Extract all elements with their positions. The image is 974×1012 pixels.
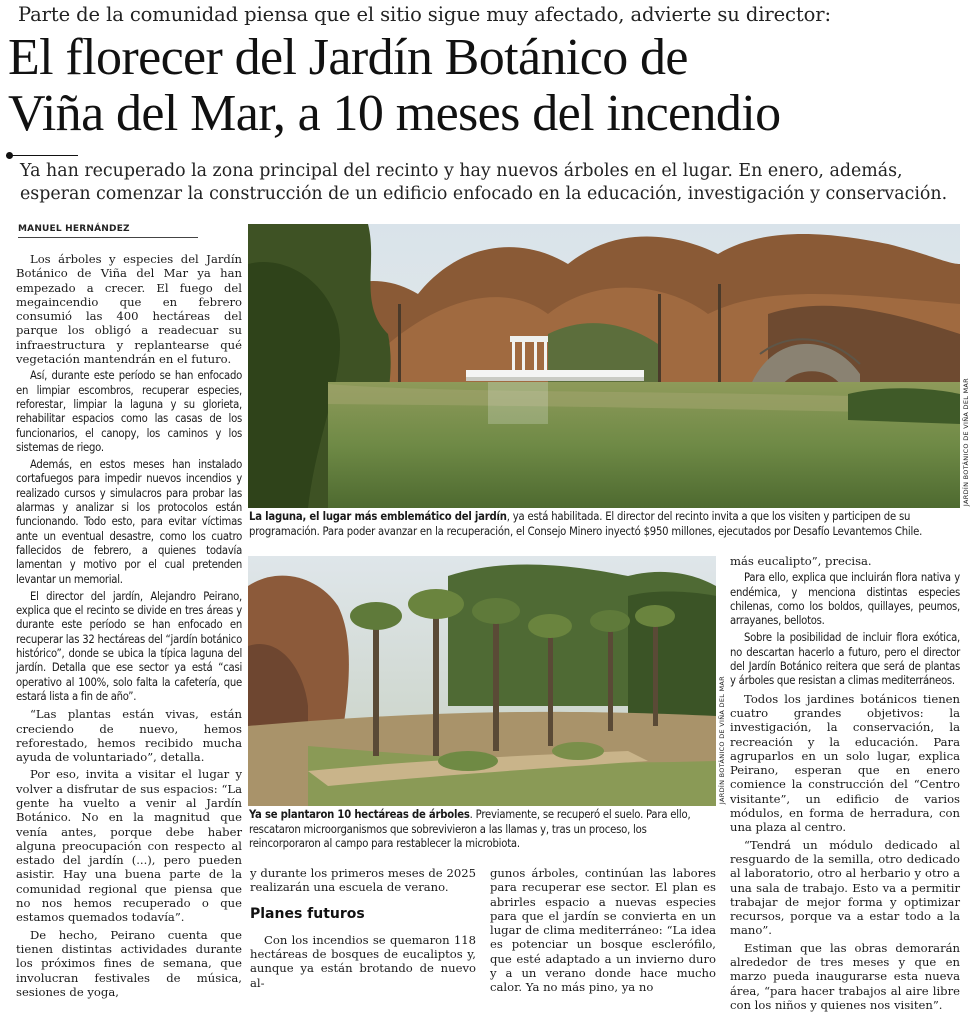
paragraph: De hecho, Peirano cuenta que tienen distintas actividades durante los próximos fines de semana, que involucran festivales de música, sesiones de yoga, — [16, 927, 242, 999]
caption-lead: La laguna, el lugar más emblemático del jardín — [249, 510, 507, 523]
paragraph: “Tendrá un módulo dedicado al resguardo de la semilla, otro dedicado al laboratorio, otro al herbario y otro a una sala de trabajo. Esto va a permitir trabajar de mejor forma y optimizar recursos, porque va a estar todo a la mano”. — [730, 837, 960, 938]
article-column-4 — [730, 554, 960, 1012]
paragraph: Por eso, invita a visitar el lugar y volver a disfrutar de sus espacios: “La gente ha vuelto a venir al Jardín Botánico. No en la magnitud que venía antes, porque debe haber alguna preocupación con respecto al estado del jardín (...), pero pueden asistir. Hay una buena parte de la comunidad regional que piensa que no nos hemos recuperado o que estamos quemados todavía”. — [16, 767, 242, 925]
article-column-1 — [16, 252, 242, 999]
palm-trees-photo — [248, 556, 716, 806]
deck — [20, 160, 960, 206]
palm-trees-caption — [249, 808, 717, 852]
paragraph: gunos árboles, continúan las labores para recuperar ese sector. El plan es abrirles espacio a nuevas especies para que el jardín se convierta en un lugar de clima mediterráneo: “La idea es potenciar un bosque esclerófilo, que esté adaptado a un invierno duro y a un verano donde hace mucho calor. Ya no más pino, ya no — [490, 866, 716, 995]
deck-rule — [6, 155, 78, 156]
paragraph: Con los incendios se quemaron 118 hectáreas de bosques de eucaliptos y, aunque ya están brotando de nuevo al- — [250, 932, 476, 990]
paragraph: Para ello, explica que incluirán flora nativa y endémica, y menciona distintas especies chilenas, como los boldos, quillayes, peumos, arrayanes, bellotos. — [730, 571, 960, 628]
paragraph: Los árboles y especies del Jardín Botánico de Viña del Mar ya han empezado a crecer. El fuego del megaincendio que en febrero consumió las 400 hectáreas del parque los obligó a readecuar su infraestructura y replantearse qué vegetación mantendrán en el futuro. — [16, 252, 242, 367]
paragraph: y durante los primeros meses de 2025 realizarán una escuela de verano. — [250, 866, 476, 895]
headline-line-1: El florecer del Jardín Botánico de — [8, 29, 688, 86]
headline-line-2: Viña del Mar, a 10 meses del incendio — [8, 85, 781, 142]
photo-credit: JARDÍN BOTÁNICO DE VIÑA DEL MAR — [962, 378, 970, 507]
lagoon-caption — [249, 510, 961, 539]
paragraph: El director del jardín, Alejandro Peirano, explica que el recinto se divide en tres áreas y durante este período se han enfocado en recuperar las 32 hectáreas del “jardín botánico histórico”, donde se ubica la típica laguna del jardín. Detalla que ese sector ya está “casi operativo al 100%, solo falta la cafetería, que estará lista a fin de año”. — [16, 589, 242, 703]
paragraph: más eucalipto”, precisa. — [730, 554, 872, 568]
headline — [8, 30, 968, 142]
paragraph: Estiman que las obras demorarán alrededor de tres meses y que en marzo pueda inaugurarse esta nueva área, “para hacer trabajos al aire libre con los niños y quienes nos visiten”. — [730, 940, 960, 1012]
caption-text: . Previamente, se recuperó el suelo. Para ello, rescataron microorganismos que sobrevivieron a las llamas y, tras un proceso, los reincorporaron al campo para restablecer la microbiota. — [249, 808, 691, 851]
deck-line-1: Ya han recuperado la zona principal del recinto y hay nuevos árboles en el lugar. En enero, además, — [20, 161, 903, 181]
lagoon-photo — [248, 224, 960, 508]
caption-lead: Ya se plantaron 10 hectáreas de árboles — [249, 808, 470, 821]
palm-trees-photo-image — [248, 556, 716, 806]
paragraph: Además, en estos meses han instalado cortafuegos para impedir nuevos incendios y realizado cursos y simulacros para probar las alarmas y analizar si los protocolos están funcionando. Todo esto, para evitar víctimas ante un eventual desastre, como los cuatro fallecidos de febrero, a quienes todavía lamentan y motivo por el cual pretenden levantar un memorial. — [16, 458, 242, 586]
deck-line-2: esperan comenzar la construcción de un edificio enfocado en la educación, investigación y conservación. — [20, 184, 948, 204]
paragraph: Así, durante este período se han enfocado en limpiar escombros, recuperar especies, reforestar, limpiar la laguna y su glorieta, rehabilitar espacios como las casas de los funcionarios, el canopy, los caminos y los sistemas de riego. — [16, 369, 242, 454]
paragraph: Todos los jardines botánicos tienen cuatro grandes objetivos: la investigación, la conservación, la recreación y la educación. Para agruparlos en un solo lugar, explica Peirano, esperan que en enero comience la construcción del “Centro visitante”, un edificio de varios módulos, en forma de herradura, con una plaza al centro. — [730, 691, 960, 835]
kicker: Parte de la comunidad piensa que el sitio sigue muy afectado, advierte su director: — [18, 3, 831, 26]
paragraph: Sobre la posibilidad de incluir flora exótica, no descartan hacerlo a futuro, pero el director del Jardín Botánico reitera que será de plantas y árboles que resistan a climas mediterráneos. — [730, 631, 960, 688]
subhead: Planes futuros — [250, 905, 365, 922]
article-column-2 — [250, 866, 476, 993]
paragraph: “Las plantas están vivas, están creciendo de nuevo, hemos reforestado, hemos recibido mucha ayuda de voluntariado”, detalla. — [16, 707, 242, 765]
byline: MANUEL HERNÁNDEZ — [18, 224, 198, 238]
photo-credit: JARDÍN BOTÁNICO DE VIÑA DEL MAR — [718, 676, 726, 805]
caption-text: , ya está habilitada. El director del recinto invita a que los visiten y participen de su programación. Para poder avanzar en la recuperación, el Consejo Minero inyectó $950 millones, ejecutados por Desafío Levantemos Chile. — [249, 510, 923, 538]
article-column-3 — [490, 866, 716, 998]
lagoon-photo-image — [248, 224, 960, 508]
